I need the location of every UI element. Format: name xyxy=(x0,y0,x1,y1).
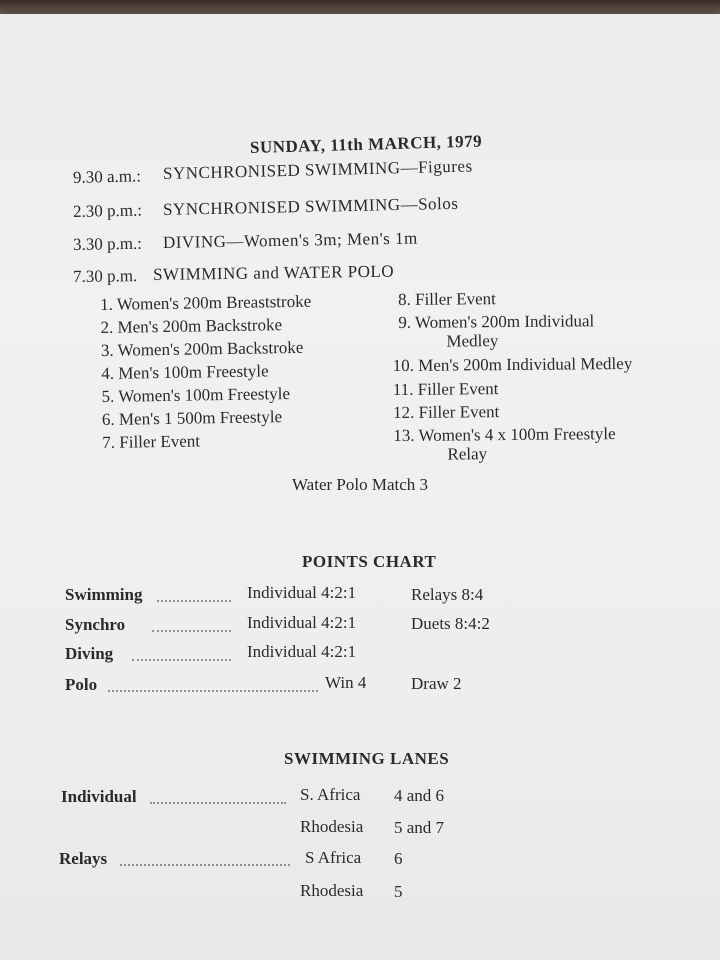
event-item-continued: Relay xyxy=(447,444,488,464)
event-item-continued: Medley xyxy=(446,331,499,351)
lanes-numbers: 5 and 7 xyxy=(394,818,445,837)
leader-dots xyxy=(132,657,231,661)
points-row-value: Individual 4:2:1 xyxy=(247,583,357,602)
event-item: 10. Men's 200m Individual Medley xyxy=(392,353,633,376)
lanes-group-label: Relays xyxy=(59,849,108,868)
points-row-value: Duets 8:4:2 xyxy=(411,614,490,633)
lanes-country: S. Africa xyxy=(300,785,361,804)
lanes-country: Rhodesia xyxy=(300,817,364,836)
water-polo-match: Water Polo Match 3 xyxy=(292,475,429,494)
schedule-event-2: SYNCHRONISED SWIMMING—Solos xyxy=(162,193,459,219)
schedule-time-4: 7.30 p.m. xyxy=(72,266,138,286)
event-item: 4. Men's 100m Freestyle xyxy=(101,361,269,383)
leader-dots xyxy=(108,688,318,692)
lanes-country: Rhodesia xyxy=(300,881,364,900)
programme-page xyxy=(0,14,720,960)
points-row-value: Individual 4:2:1 xyxy=(247,642,357,661)
lanes-numbers: 6 xyxy=(394,849,403,868)
points-row-label: Synchro xyxy=(65,615,126,634)
event-item: 5. Women's 100m Freestyle xyxy=(101,384,291,406)
lanes-country: S Africa xyxy=(305,848,362,867)
schedule-time-2: 2.30 p.m.: xyxy=(72,200,143,221)
event-item: 2. Men's 200m Backstroke xyxy=(100,315,283,337)
event-item: 8. Filler Event xyxy=(398,289,496,309)
event-item: 6. Men's 1 500m Freestyle xyxy=(101,407,283,429)
event-item: 12. Filler Event xyxy=(392,402,500,423)
page-title: SUNDAY, 11th MARCH, 1979 xyxy=(249,131,483,157)
points-row-value: Relays 8:4 xyxy=(411,585,484,604)
points-row-value: Draw 2 xyxy=(411,674,462,693)
schedule-event-1: SYNCHRONISED SWIMMING—Figures xyxy=(162,156,473,183)
schedule-event-3: DIVING—Women's 3m; Men's 1m xyxy=(162,228,418,252)
schedule-event-4: SWIMMING and WATER POLO xyxy=(152,261,395,284)
event-item: 7. Filler Event xyxy=(102,431,201,452)
event-item: 3. Women's 200m Backstroke xyxy=(100,337,304,360)
lanes-numbers: 5 xyxy=(394,882,403,901)
schedule-time-1: 9.30 a.m.: xyxy=(72,166,142,187)
leader-dots xyxy=(157,598,231,602)
lanes-numbers: 4 and 6 xyxy=(394,786,445,805)
points-row-value: Win 4 xyxy=(325,673,367,692)
leader-dots xyxy=(150,800,286,804)
leader-dots xyxy=(152,628,231,632)
event-item: 9. Women's 200m Individual xyxy=(398,311,595,332)
points-row-value: Individual 4:2:1 xyxy=(247,613,357,632)
page-content xyxy=(0,14,720,960)
schedule-time-3: 3.30 p.m.: xyxy=(72,233,143,254)
leader-dots xyxy=(120,862,290,866)
event-item: 11. Filler Event xyxy=(392,379,499,400)
points-chart-title: POINTS CHART xyxy=(302,552,437,571)
swimming-lanes-title: SWIMMING LANES xyxy=(284,749,450,768)
lanes-group-label: Individual xyxy=(61,787,137,806)
event-item: 1. Women's 200m Breaststroke xyxy=(100,291,312,314)
event-item: 13. Women's 4 x 100m Freestyle xyxy=(393,424,616,446)
points-row-label: Diving xyxy=(65,644,114,663)
points-row-label: Polo xyxy=(65,675,98,694)
points-row-label: Swimming xyxy=(65,585,143,604)
